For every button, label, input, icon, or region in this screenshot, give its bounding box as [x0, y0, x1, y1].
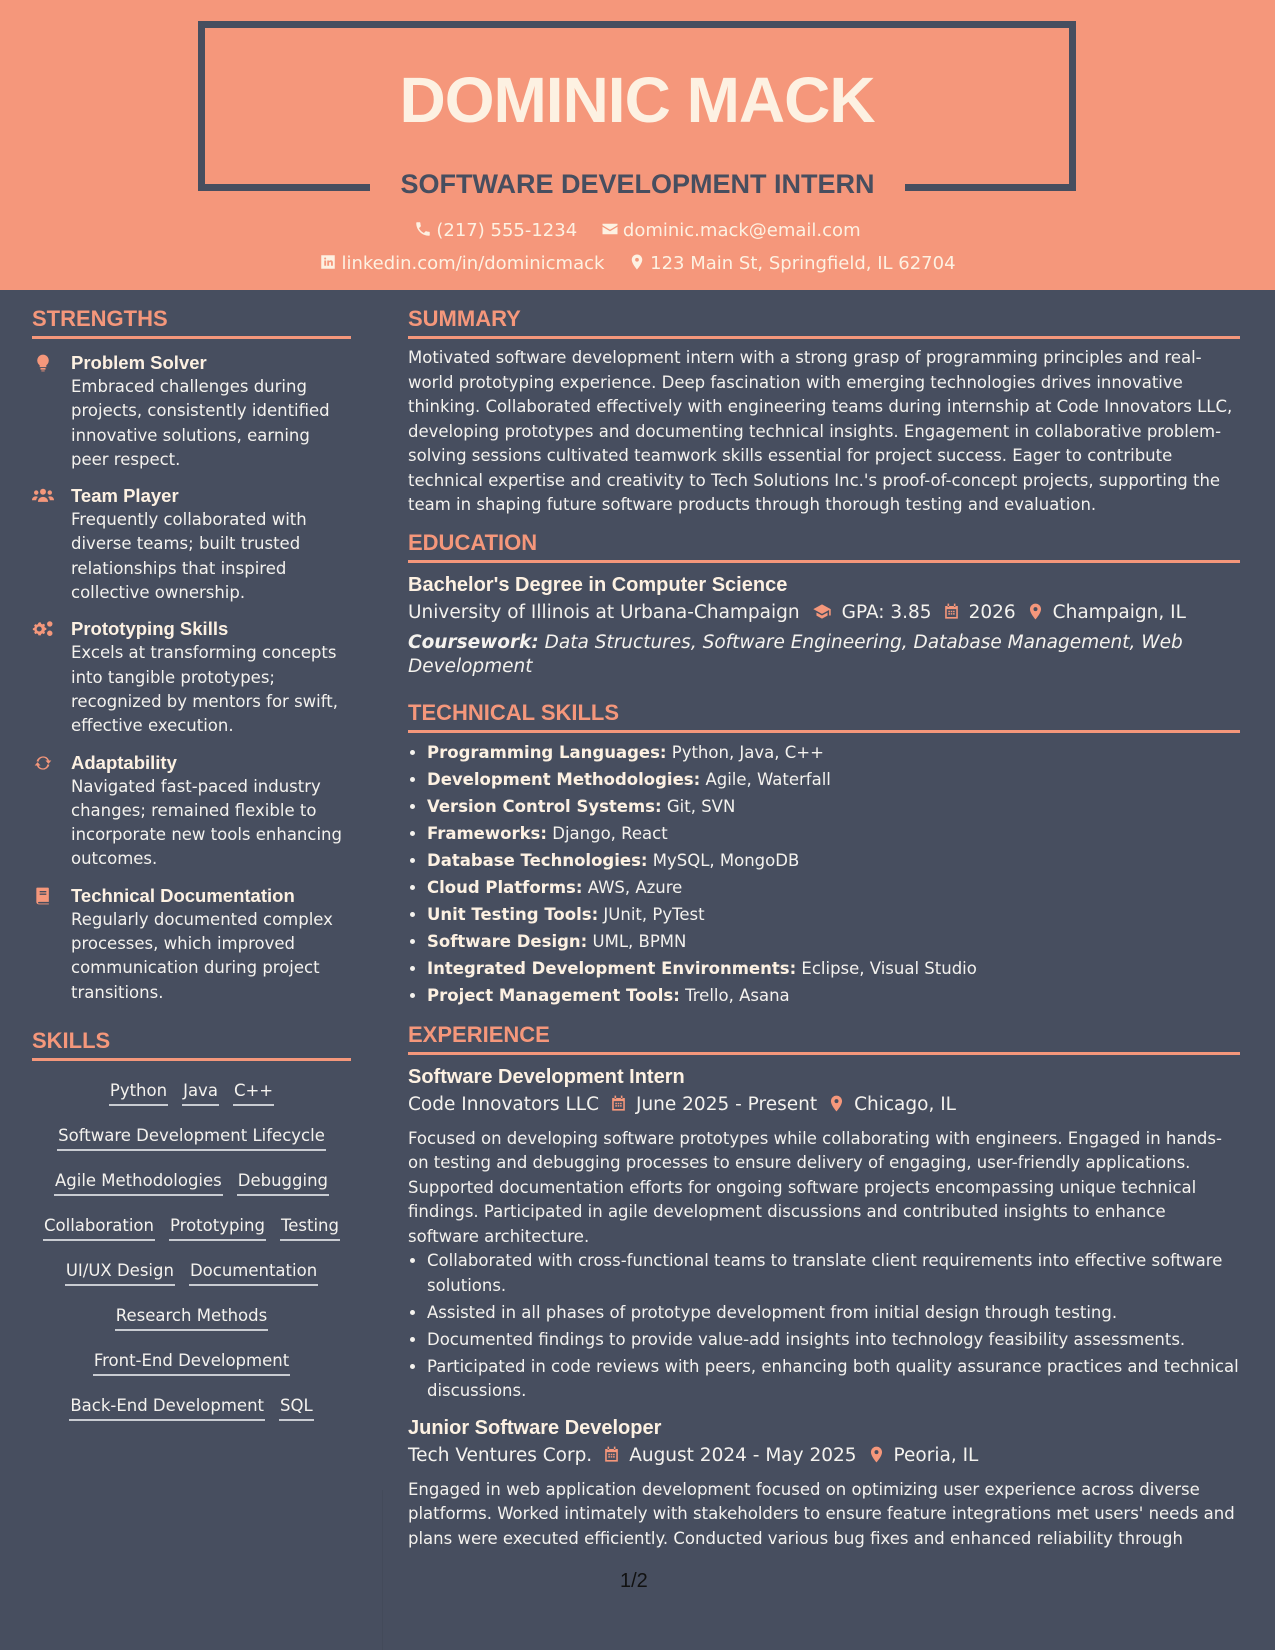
technical-skill-value: Eclipse, Visual Studio	[801, 958, 977, 978]
skill-tag-row	[32, 1394, 351, 1439]
header-frame-bottom-right	[905, 184, 1076, 191]
job-bullets	[408, 1249, 1240, 1404]
job-title: Junior Software Developer	[408, 1416, 662, 1439]
technical-skill-label: Unit Testing Tools:	[427, 904, 599, 924]
email-text[interactable]: dominic.mack@email.com	[622, 220, 861, 241]
technical-skill-label: Database Technologies:	[427, 850, 648, 870]
job-title: Software Development Intern	[408, 1065, 685, 1088]
technical-skill-label: Integrated Development Environments:	[427, 958, 797, 978]
skill-tag-row	[32, 1214, 351, 1259]
cogs-icon	[32, 619, 54, 639]
map-pin-icon	[1026, 602, 1045, 621]
map-pin-icon	[867, 1445, 886, 1464]
graduation-cap-icon	[810, 602, 834, 621]
skill-tag-row	[32, 1259, 351, 1304]
sync-icon	[32, 753, 54, 773]
strength-item	[32, 617, 351, 738]
skill-tag: Prototyping	[169, 1214, 266, 1241]
coursework-list: Data Structures, Software Engineering, Database Management, Web Development	[408, 631, 1183, 677]
technical-skill-item	[427, 766, 1240, 793]
lightbulb-icon	[32, 353, 54, 373]
job-dates: August 2024 - May 2025	[629, 1444, 857, 1466]
skill-tag: Agile Methodologies	[54, 1169, 223, 1196]
candidate-title: SOFTWARE DEVELOPMENT INTERN	[400, 169, 875, 199]
skill-tag: Research Methods	[115, 1304, 268, 1331]
contact-line-1	[0, 219, 1275, 243]
technical-skill-label: Development Methodologies:	[427, 769, 701, 789]
graduation-year: 2026	[968, 601, 1016, 623]
technical-skill-value: UML, BPMN	[592, 931, 687, 951]
strength-description: Regularly documented complex processes, which improved communication during project transitions.	[71, 909, 333, 1002]
address-contact	[628, 252, 955, 276]
technical-skill-value: Agile, Waterfall	[705, 769, 831, 789]
phone-text[interactable]: (217) 555-1234	[436, 220, 578, 241]
map-pin-icon	[827, 1094, 846, 1113]
skill-tag: Front-End Development	[93, 1349, 290, 1376]
left-column	[32, 290, 351, 1439]
skills-heading: SKILLS	[32, 1027, 351, 1061]
skill-tag: Documentation	[189, 1259, 318, 1286]
education-heading: EDUCATION	[408, 529, 1240, 563]
strengths-list	[32, 351, 351, 1005]
skill-tag: UI/UX Design	[65, 1259, 175, 1286]
address-text: 123 Main St, Springfield, IL 62704	[650, 253, 956, 274]
strength-description: Excels at transforming concepts into tangible prototypes; recognized by mentors for swift, effective execution.	[71, 643, 338, 736]
calendar-icon	[602, 1445, 621, 1464]
skill-tag: Collaboration	[43, 1214, 155, 1241]
job-dates: June 2025 - Present	[635, 1093, 818, 1115]
strength-description: Frequently collaborated with diverse teams; built trusted relationships that inspired collective ownership.	[71, 510, 307, 603]
job-description: Engaged in web application development focused on optimizing user experience across diverse platforms. Worked intimately with stakeholders to ensure feature integrations met users' needs and plans were executed efficiently. Conducted various bug fixes and enhanced reliability through	[408, 1479, 1235, 1548]
skill-tag: Software Development Lifecycle	[57, 1124, 326, 1151]
technical-skill-item	[427, 820, 1240, 847]
calendar-icon	[609, 1094, 628, 1113]
technical-skill-label: Version Control Systems:	[427, 796, 662, 816]
skill-tag: SQL	[279, 1394, 314, 1421]
coursework	[408, 631, 1240, 679]
header-frame-bottom-left	[198, 184, 370, 191]
education-location: Champaign, IL	[1052, 601, 1186, 623]
summary-heading: SUMMARY	[408, 305, 1240, 339]
gpa-text: GPA: 3.85	[841, 601, 932, 623]
skill-tag: Debugging	[237, 1169, 329, 1196]
page-number: 1/2	[620, 1570, 648, 1592]
technical-skill-item	[427, 874, 1240, 901]
coursework-label: Coursework:	[408, 631, 539, 653]
job-description: Focused on developing software prototypes while collaborating with engineers. Engaged in hands-on testing and debugging processes to ensure delivery of engaging, user-friendly applications. Supported documentation efforts for ongoing software projects encompassing unique technical findings. Participated in agile development discussions and contributed insights to enhance software architecture.	[408, 1128, 1222, 1246]
resume-header	[0, 0, 1275, 290]
job-bullet: • Documented findings to provide value-add insights into technology feasibility assessments.	[427, 1328, 1240, 1353]
technical-skill-value: AWS, Azure	[587, 877, 683, 897]
skill-tag: Java	[182, 1079, 219, 1106]
strength-title: Adaptability	[71, 751, 177, 773]
strength-description: Navigated fast-paced industry changes; remained flexible to incorporate new tools enhancing outcomes.	[71, 776, 342, 869]
technical-skill-label: Software Design:	[427, 931, 588, 951]
company-name: Code Innovators LLC	[408, 1093, 599, 1115]
job-bullet: • Collaborated with cross-functional teams to translate client requirements into effective software solutions.	[427, 1249, 1240, 1298]
skill-tag: Testing	[280, 1214, 340, 1241]
strength-title: Problem Solver	[71, 352, 207, 373]
phone-icon	[414, 220, 432, 238]
linkedin-contact	[319, 252, 604, 276]
technical-skill-label: Project Management Tools:	[427, 985, 680, 1005]
school-name: University of Illinois at Urbana-Champaign	[408, 601, 800, 623]
skill-tag-row	[32, 1349, 351, 1394]
company-name: Tech Ventures Corp.	[408, 1444, 593, 1466]
strength-title: Prototyping Skills	[71, 618, 229, 640]
map-pin-icon	[628, 253, 646, 271]
technical-skill-value: Git, SVN	[666, 796, 736, 816]
envelope-icon	[601, 220, 619, 238]
technical-skill-item	[427, 847, 1240, 874]
skill-tag-row	[32, 1124, 351, 1169]
strengths-heading: STRENGTHS	[32, 305, 351, 339]
experience-item	[408, 1063, 1240, 1404]
technical-skill-value: Django, React	[552, 823, 668, 843]
technical-skill-value: Python, Java, C++	[671, 742, 824, 762]
skill-tag-row	[32, 1304, 351, 1349]
strength-description: Embraced challenges during projects, consistently identified innovative solutions, earning peer respect.	[71, 377, 330, 469]
experience-list	[408, 1063, 1240, 1552]
strength-item	[32, 351, 351, 472]
skill-tag: Back-End Development	[69, 1394, 265, 1421]
strength-title: Technical Documentation	[71, 884, 295, 906]
job-location: Chicago, IL	[854, 1093, 956, 1115]
technical-skill-label: Frameworks:	[427, 823, 547, 843]
skill-tag: C++	[233, 1079, 274, 1106]
experience-item	[408, 1414, 1240, 1552]
skill-tag: Python	[109, 1079, 168, 1106]
technical-skill-item	[427, 901, 1240, 928]
technical-skill-item	[427, 928, 1240, 955]
phone-contact	[414, 219, 577, 243]
job-meta	[408, 1442, 1240, 1470]
technical-skill-item	[427, 739, 1240, 766]
column-divider	[382, 1490, 383, 1650]
technical-skill-item	[427, 955, 1240, 982]
technical-skill-value: MySQL, MongoDB	[652, 850, 800, 870]
users-icon	[32, 486, 54, 506]
strength-item	[32, 884, 351, 1005]
candidate-name: DOMINIC MACK	[399, 64, 875, 136]
calendar-icon	[942, 602, 961, 621]
technical-skill-label: Programming Languages:	[427, 742, 667, 762]
job-location: Peoria, IL	[893, 1444, 979, 1466]
technical-skill-label: Cloud Platforms:	[427, 877, 583, 897]
experience-heading: EXPERIENCE	[408, 1021, 1240, 1055]
skills-tags	[32, 1079, 351, 1439]
degree-title: Bachelor's Degree in Computer Science	[408, 573, 788, 596]
linkedin-icon	[319, 253, 337, 271]
summary-text: Motivated software development intern with a strong grasp of programming principles and real-world prototyping experience. Deep fascination with emerging technologies drives innovative thinking. Collaborated effectively with engineering teams during internship at Code Innovators LLC, developing prototypes and documenting technical insights. Engagement in collaborative problem-solving sessions cultivated teamwork skills essential for project success. Eager to contribute technical expertise and creativity to Tech Solutions Inc.'s proof-of-concept projects, supporting the team in shaping future software products through thorough testing and evaluation.	[408, 348, 1233, 514]
skill-tag-row	[32, 1169, 351, 1214]
linkedin-text[interactable]: linkedin.com/in/dominicmack	[341, 253, 605, 274]
contact-line-2	[0, 252, 1275, 276]
education-meta	[408, 599, 1240, 627]
strength-item	[32, 751, 351, 872]
technical-skill-item	[427, 793, 1240, 820]
book-icon	[32, 886, 54, 906]
email-contact	[601, 219, 861, 243]
right-column	[408, 290, 1240, 1551]
job-meta	[408, 1091, 1240, 1119]
technical-skills-heading: TECHNICAL SKILLS	[408, 699, 1240, 733]
strength-title: Team Player	[71, 485, 179, 507]
strength-item	[32, 484, 351, 605]
technical-skills-list	[408, 739, 1240, 1009]
technical-skill-value: JUnit, PyTest	[603, 904, 705, 924]
job-bullet: • Participated in code reviews with peers, enhancing both quality assurance practices and technical discussions.	[427, 1355, 1240, 1404]
skill-tag-row	[32, 1079, 351, 1124]
job-bullet: • Assisted in all phases of prototype development from initial design through testing.	[427, 1301, 1240, 1326]
technical-skill-item	[427, 982, 1240, 1009]
technical-skill-value: Trello, Asana	[685, 985, 790, 1005]
